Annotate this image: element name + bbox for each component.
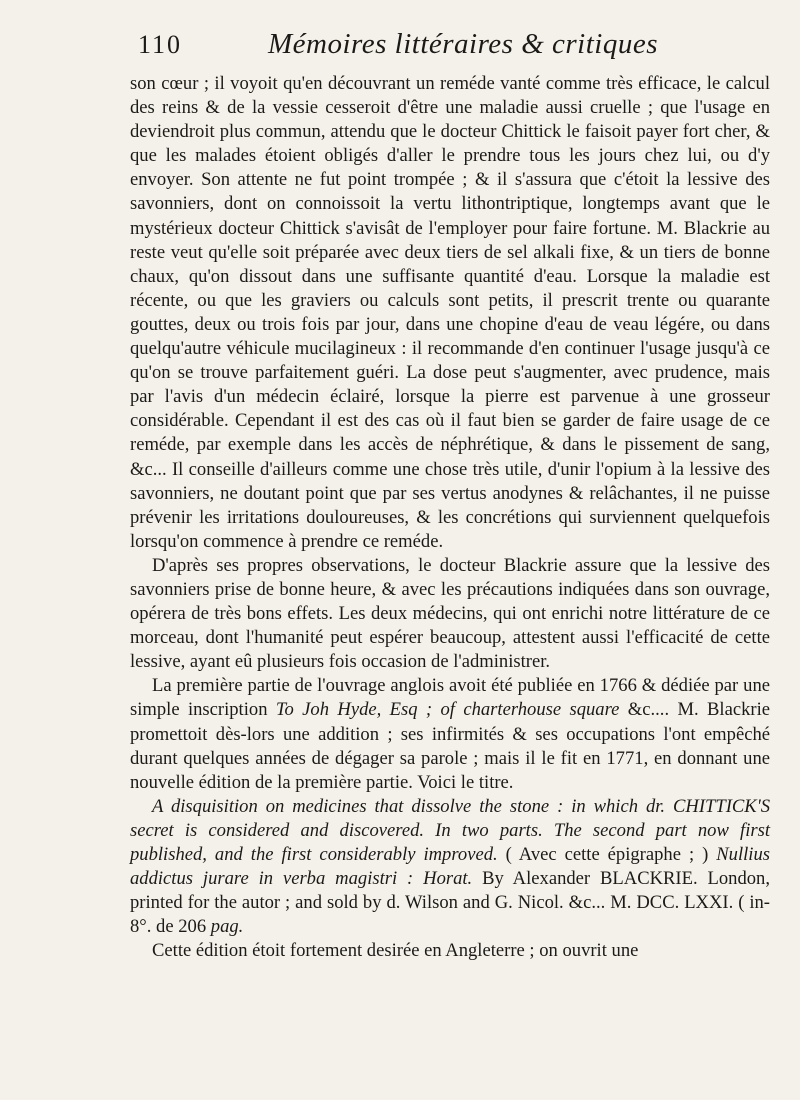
epigraph: Nullius addictus jurare in verba magistri : Horat.	[130, 844, 770, 890]
epigraph-intro: ( Avec cette épigraphe ; )	[497, 844, 717, 865]
paragraph	[130, 674, 770, 794]
imprint: By Alexander BLACKRIE. London, printed for the autor ; and sold by d. Wilson and G. Nicol. &c... M. DCC. LXXI. ( in-8°. de 206	[130, 868, 771, 938]
dedication-inscription: To Joh Hyde, Esq ; of charterhouse square	[275, 699, 620, 721]
pages-abbr: pag.	[210, 916, 244, 938]
page-number: 110	[138, 30, 183, 59]
paragraph-text: La première partie de l'ouvrage anglois avoit été publiée en 1766 & dédiée par une simple inscription	[130, 675, 770, 721]
paragraph: Cette édition étoit fortement desirée en Angleterre ; on ouvrit une	[152, 940, 639, 962]
running-title: Mémoires littéraires & critiques	[268, 28, 658, 60]
paragraph: son cœur ; il voyoit qu'en découvrant un reméde vanté comme très efficace, le calcul des reins & de la vessie cesseroit d'être une maladie aussi cruelle ; que l'usage en deviendroit plus commun, attendu que le docteur Chittick le faisoit payer fort cher, & que les malades étoient obligés d'aller le prendre tous les jours chez lui, ou d'y envoyer. Son attente ne fut point trompée ; & il s'assura que c'étoit la lessive des savonniers, dont on connoissoit la vertu lithontriptique, longtemps avant que le mystérieux docteur Chittick s'avisât de l'employer pour faire fortune. M. Blackrie au reste veut qu'elle soit préparée avec deux tiers de sel alkali fixe, & un tiers de bonne chaux, qu'on dissout dans une suffisante quantité d'eau. Lorsque la maladie est récente, ou que les graviers ou calculs sont petits, il prescrit trente ou quarante gouttes, deux ou trois fois par jour, dans une chopine d'eau de veau légére, ou dans quelqu'autre véhicule mucilagineux : il recommande d'en continuer l'usage jusqu'à ce qu'on se trouve parfaitement guéri. La dose peut s'augmenter, avec prudence, mais par l'avis d'un médecin éclairé, lorsque la pierre est parvenue à une grosseur considérable. Cependant il est des cas où il faut bien se garder de faire usage de ce reméde, par exemple dans les accès de néphrétique, & dans le pissement de sang, &c... Il conseille d'ailleurs comme une chose très utile, d'unir l'opium à la lessive des savonniers, ne doutant point que par ses vertus anodynes & relâchantes, il ne puisse prévenir les irritations douloureuses, & les concrétions qui surviennent quelquefois lorsqu'on commence à prendre ce reméde.	[130, 73, 770, 552]
paragraph: D'après ses propres observations, le docteur Blackrie assure que la lessive des savonniers prise de bonne heure, & avec les précautions indiquées dans son ouvrage, opérera de très bons effets. Les deux médecins, qui ont enrichi notre littérature de ce morceau, dont l'humanité peut espérer beaucoup, attestent aussi l'efficacité de cette lessive, ayant eû plusieurs fois occasion de l'administrer.	[130, 554, 770, 673]
book-title-citation	[130, 795, 770, 940]
english-title: A disquisition on medicines that dissolve the stone : in which dr. CHITTICK'S secret is considered and discovered. In two parts. The second part now first published, and the first considerably improved.	[130, 795, 770, 865]
paragraph-text: &c.... M. Blackrie promettoit dès-lors une addition ; ses infirmités & ses occupations l'ont empêché durant quelques années de dégager sa parole ; mais il le fit en 1771, en donnant une nouvelle édition de la première partie. Voici le titre.	[130, 699, 770, 793]
body-text	[130, 72, 770, 963]
page-header	[138, 28, 770, 72]
